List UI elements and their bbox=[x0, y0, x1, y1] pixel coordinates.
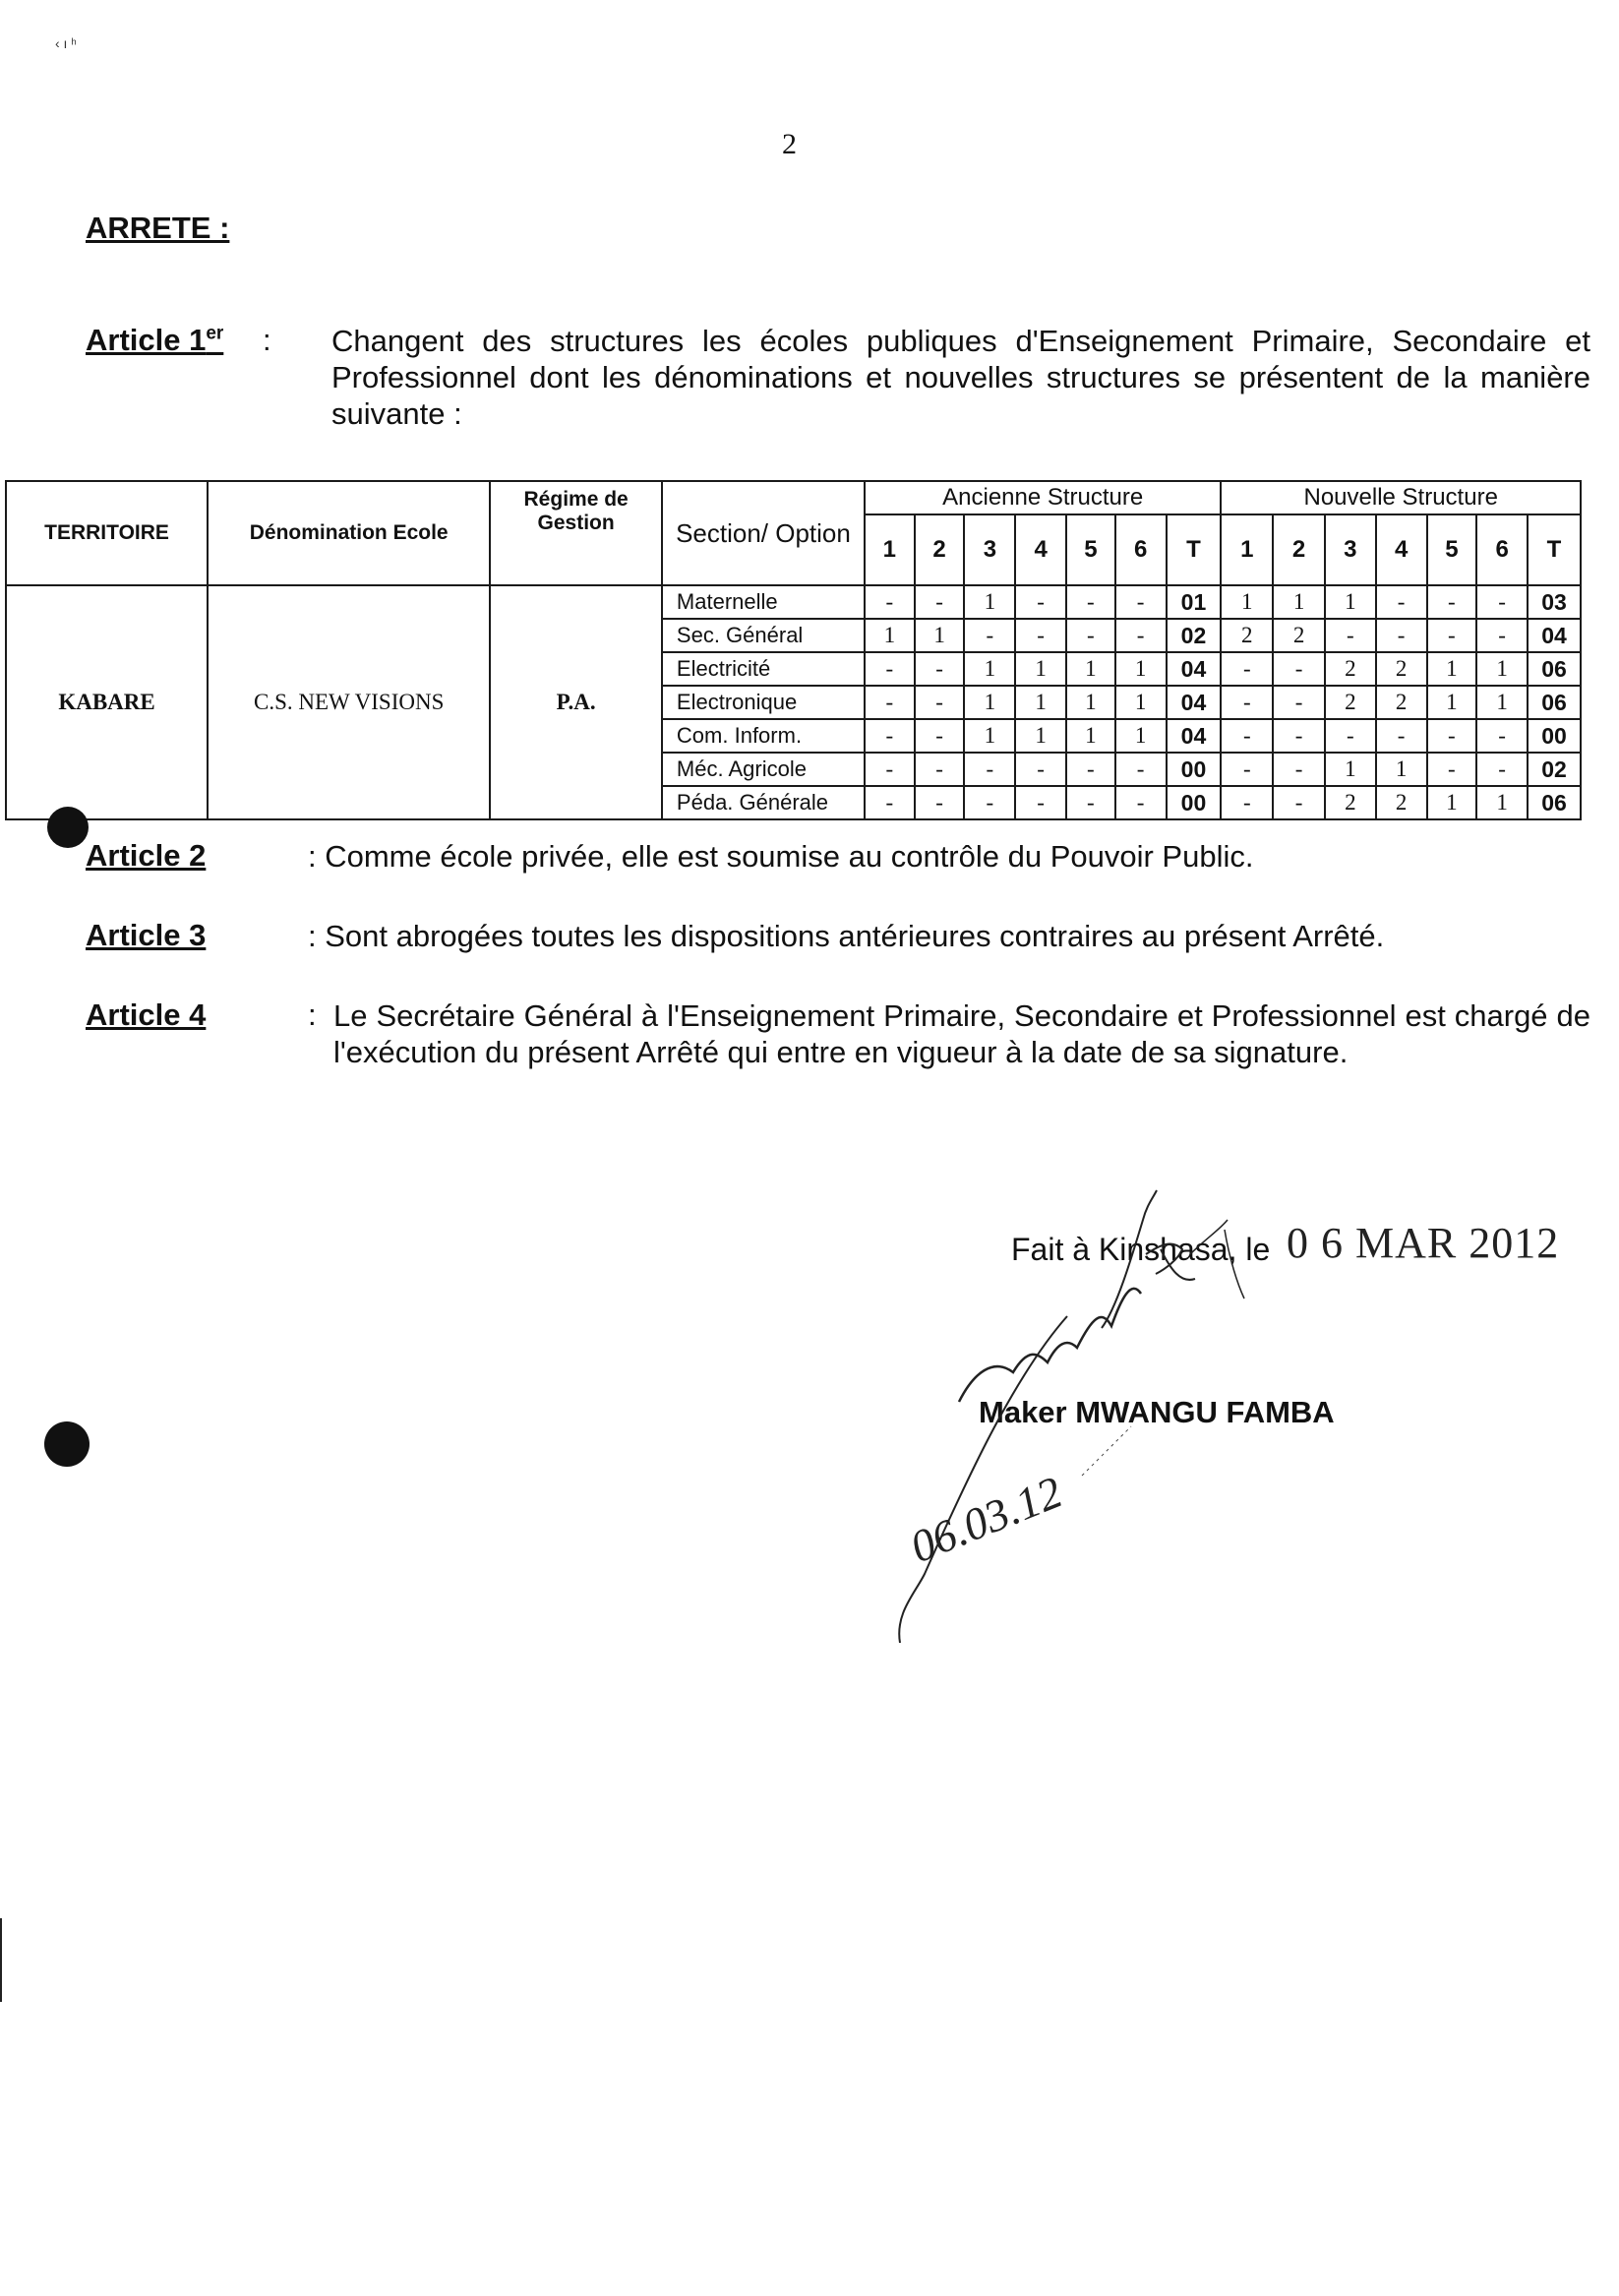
decree-heading: ARRETE : bbox=[86, 211, 230, 245]
ancienne-value-cell: - bbox=[865, 753, 915, 786]
ancienne-value-cell: 01 bbox=[1167, 585, 1222, 619]
ancienne-value-cell: - bbox=[1066, 753, 1115, 786]
nouvelle-value-cell: 1 bbox=[1427, 686, 1477, 719]
section-cell: Maternelle bbox=[662, 585, 865, 619]
article-4-label: Article 4 bbox=[86, 997, 207, 1032]
header-territoire: TERRITOIRE bbox=[6, 481, 208, 585]
article-4-text: Le Secrétaire Général à l'Enseignement Primaire, Secondaire et Professionnel est chargé de l'exécution du présent Arrêté qui entre en vigueur à la date de sa signature. bbox=[333, 998, 1590, 1069]
nouvelle-value-cell: 1 bbox=[1325, 753, 1376, 786]
nouvelle-value-cell: - bbox=[1427, 585, 1477, 619]
ancienne-value-cell: - bbox=[865, 686, 915, 719]
nouvelle-value-cell: - bbox=[1376, 585, 1427, 619]
nouvelle-value-cell: - bbox=[1221, 753, 1273, 786]
header-section: Section/ Option bbox=[662, 481, 865, 585]
ancienne-value-cell: 04 bbox=[1167, 652, 1222, 686]
ancienne-value-cell: - bbox=[1015, 585, 1066, 619]
nouvelle-value-cell: 1 bbox=[1376, 753, 1427, 786]
header-col: 3 bbox=[964, 514, 1015, 585]
ancienne-value-cell: 1 bbox=[1015, 719, 1066, 753]
ancienne-value-cell: 1 bbox=[1115, 686, 1167, 719]
header-col: T bbox=[1528, 514, 1581, 585]
ancienne-value-cell: - bbox=[1115, 753, 1167, 786]
ancienne-value-cell: - bbox=[1066, 786, 1115, 819]
nouvelle-value-cell: 00 bbox=[1528, 719, 1581, 753]
ancienne-value-cell: - bbox=[1015, 619, 1066, 652]
nouvelle-value-cell: 2 bbox=[1221, 619, 1273, 652]
nouvelle-value-cell: 1 bbox=[1476, 786, 1528, 819]
place-and-date-label: Fait à Kinshasa, le bbox=[1011, 1232, 1271, 1267]
ancienne-value-cell: 1 bbox=[1066, 686, 1115, 719]
ancienne-value-cell: 1 bbox=[865, 619, 915, 652]
nouvelle-value-cell: 2 bbox=[1325, 686, 1376, 719]
nouvelle-value-cell: - bbox=[1221, 686, 1273, 719]
nouvelle-value-cell: 2 bbox=[1376, 652, 1427, 686]
section-cell: Electricité bbox=[662, 652, 865, 686]
nouvelle-value-cell: 06 bbox=[1528, 652, 1581, 686]
nouvelle-value-cell: - bbox=[1273, 753, 1325, 786]
nouvelle-value-cell: 03 bbox=[1528, 585, 1581, 619]
article-1-label: Article 1er bbox=[86, 323, 224, 357]
nouvelle-value-cell: - bbox=[1221, 652, 1273, 686]
nouvelle-value-cell: - bbox=[1376, 719, 1427, 753]
nouvelle-value-cell: - bbox=[1476, 619, 1528, 652]
header-col: 2 bbox=[1273, 514, 1325, 585]
scan-edge-line bbox=[0, 1918, 2, 2002]
nouvelle-value-cell: 2 bbox=[1325, 652, 1376, 686]
header-regime: Régime de Gestion bbox=[490, 481, 662, 585]
nouvelle-value-cell: - bbox=[1427, 753, 1477, 786]
header-ancienne-structure: Ancienne Structure bbox=[865, 481, 1221, 514]
nouvelle-value-cell: - bbox=[1476, 753, 1528, 786]
ancienne-value-cell: - bbox=[865, 652, 915, 686]
nouvelle-value-cell: 1 bbox=[1476, 686, 1528, 719]
punch-hole bbox=[47, 807, 89, 848]
ancienne-value-cell: 1 bbox=[964, 719, 1015, 753]
header-col: 2 bbox=[915, 514, 965, 585]
ancienne-value-cell: - bbox=[915, 786, 965, 819]
school-structure-table bbox=[5, 480, 1582, 820]
nouvelle-value-cell: 1 bbox=[1273, 585, 1325, 619]
header-denomination: Dénomination Ecole bbox=[208, 481, 490, 585]
ancienne-value-cell: - bbox=[915, 686, 965, 719]
nouvelle-value-cell: - bbox=[1273, 786, 1325, 819]
ancienne-value-cell: - bbox=[865, 585, 915, 619]
header-col: 1 bbox=[1221, 514, 1273, 585]
article-1-colon: : bbox=[263, 323, 271, 357]
nouvelle-value-cell: - bbox=[1273, 686, 1325, 719]
article-3 bbox=[86, 918, 1512, 957]
nouvelle-value-cell: - bbox=[1221, 719, 1273, 753]
nouvelle-value-cell: 06 bbox=[1528, 786, 1581, 819]
nouvelle-value-cell: 1 bbox=[1427, 652, 1477, 686]
school-name-cell: C.S. NEW VISIONS bbox=[208, 585, 490, 819]
ancienne-value-cell: - bbox=[1115, 619, 1167, 652]
nouvelle-value-cell: - bbox=[1325, 619, 1376, 652]
header-col: 3 bbox=[1325, 514, 1376, 585]
nouvelle-value-cell: - bbox=[1273, 652, 1325, 686]
handwritten-date: 06.03.12 bbox=[903, 1466, 1069, 1573]
nouvelle-value-cell: - bbox=[1273, 719, 1325, 753]
nouvelle-value-cell: 2 bbox=[1325, 786, 1376, 819]
article-1 bbox=[86, 323, 1590, 451]
ancienne-value-cell: 1 bbox=[1066, 652, 1115, 686]
article-3-text: : Sont abrogées toutes les dispositions antérieures contraires au présent Arrêté. bbox=[308, 919, 1385, 953]
article-2-text: : Comme école privée, elle est soumise au contrôle du Pouvoir Public. bbox=[308, 839, 1254, 874]
nouvelle-value-cell: 1 bbox=[1325, 585, 1376, 619]
header-col: 1 bbox=[865, 514, 915, 585]
section-cell: Péda. Générale bbox=[662, 786, 865, 819]
section-cell: Com. Inform. bbox=[662, 719, 865, 753]
section-cell: Méc. Agricole bbox=[662, 753, 865, 786]
nouvelle-value-cell: - bbox=[1325, 719, 1376, 753]
signer-name: Maker MWANGU FAMBA bbox=[979, 1395, 1335, 1429]
nouvelle-value-cell: 1 bbox=[1476, 652, 1528, 686]
nouvelle-value-cell: 1 bbox=[1221, 585, 1273, 619]
table-row bbox=[6, 585, 1581, 619]
nouvelle-value-cell: 04 bbox=[1528, 619, 1581, 652]
handwritten-signature bbox=[866, 1161, 1416, 1712]
ancienne-value-cell: 1 bbox=[964, 686, 1015, 719]
ancienne-value-cell: 1 bbox=[1066, 719, 1115, 753]
ancienne-value-cell: 1 bbox=[915, 619, 965, 652]
ancienne-value-cell: 1 bbox=[1115, 652, 1167, 686]
nouvelle-value-cell: 2 bbox=[1376, 786, 1427, 819]
article-4-colon: : bbox=[308, 997, 317, 1032]
nouvelle-value-cell: 1 bbox=[1427, 786, 1477, 819]
nouvelle-value-cell: - bbox=[1427, 719, 1477, 753]
ancienne-value-cell: - bbox=[915, 585, 965, 619]
ancienne-value-cell: 04 bbox=[1167, 686, 1222, 719]
ancienne-value-cell: - bbox=[915, 753, 965, 786]
header-col: 4 bbox=[1015, 514, 1066, 585]
nouvelle-value-cell: 06 bbox=[1528, 686, 1581, 719]
nouvelle-value-cell: 2 bbox=[1273, 619, 1325, 652]
management-regime-cell: P.A. bbox=[490, 585, 662, 819]
nouvelle-value-cell: - bbox=[1476, 585, 1528, 619]
page-number: 2 bbox=[782, 128, 797, 160]
header-col: T bbox=[1167, 514, 1222, 585]
header-col: 6 bbox=[1115, 514, 1167, 585]
article-2 bbox=[86, 838, 1512, 877]
ancienne-value-cell: - bbox=[964, 619, 1015, 652]
nouvelle-value-cell: 02 bbox=[1528, 753, 1581, 786]
section-cell: Sec. Général bbox=[662, 619, 865, 652]
nouvelle-value-cell: - bbox=[1427, 619, 1477, 652]
ancienne-value-cell: 1 bbox=[1115, 719, 1167, 753]
scan-artifact: ‹ ı ʰ bbox=[55, 35, 77, 51]
ancienne-value-cell: - bbox=[915, 719, 965, 753]
header-col: 5 bbox=[1066, 514, 1115, 585]
header-nouvelle-structure: Nouvelle Structure bbox=[1221, 481, 1581, 514]
ancienne-value-cell: 1 bbox=[1015, 686, 1066, 719]
article-1-text: Changent des structures les écoles publiques d'Enseignement Primaire, Secondaire et Professionnel dont les dénominations et nouvelles structures se présentent de la manière suivante : bbox=[331, 324, 1590, 431]
territory-cell: KABARE bbox=[6, 585, 208, 819]
date-stamp: 0 6 MAR 2012 bbox=[1287, 1219, 1560, 1267]
ancienne-value-cell: - bbox=[1066, 585, 1115, 619]
header-col: 6 bbox=[1476, 514, 1528, 585]
nouvelle-value-cell: - bbox=[1476, 719, 1528, 753]
nouvelle-value-cell: - bbox=[1221, 786, 1273, 819]
article-2-label: Article 2 bbox=[86, 838, 207, 873]
ancienne-value-cell: - bbox=[915, 652, 965, 686]
punch-hole bbox=[44, 1421, 90, 1467]
ancienne-value-cell: - bbox=[964, 786, 1015, 819]
ancienne-value-cell: - bbox=[1115, 786, 1167, 819]
ancienne-value-cell: - bbox=[964, 753, 1015, 786]
nouvelle-value-cell: - bbox=[1376, 619, 1427, 652]
table-body bbox=[6, 585, 1581, 819]
ancienne-value-cell: 1 bbox=[1015, 652, 1066, 686]
ancienne-value-cell: - bbox=[1066, 619, 1115, 652]
ancienne-value-cell: 00 bbox=[1167, 753, 1222, 786]
ancienne-value-cell: 00 bbox=[1167, 786, 1222, 819]
section-cell: Electronique bbox=[662, 686, 865, 719]
ancienne-value-cell: 02 bbox=[1167, 619, 1222, 652]
article-4 bbox=[86, 997, 1590, 1125]
ancienne-value-cell: 1 bbox=[964, 652, 1015, 686]
ancienne-value-cell: - bbox=[865, 786, 915, 819]
ancienne-value-cell: 1 bbox=[964, 585, 1015, 619]
ancienne-value-cell: 04 bbox=[1167, 719, 1222, 753]
header-col: 5 bbox=[1427, 514, 1477, 585]
nouvelle-value-cell: 2 bbox=[1376, 686, 1427, 719]
ancienne-value-cell: - bbox=[1115, 585, 1167, 619]
ancienne-value-cell: - bbox=[865, 719, 915, 753]
ancienne-value-cell: - bbox=[1015, 753, 1066, 786]
ancienne-value-cell: - bbox=[1015, 786, 1066, 819]
article-3-label: Article 3 bbox=[86, 918, 207, 952]
header-col: 4 bbox=[1376, 514, 1427, 585]
